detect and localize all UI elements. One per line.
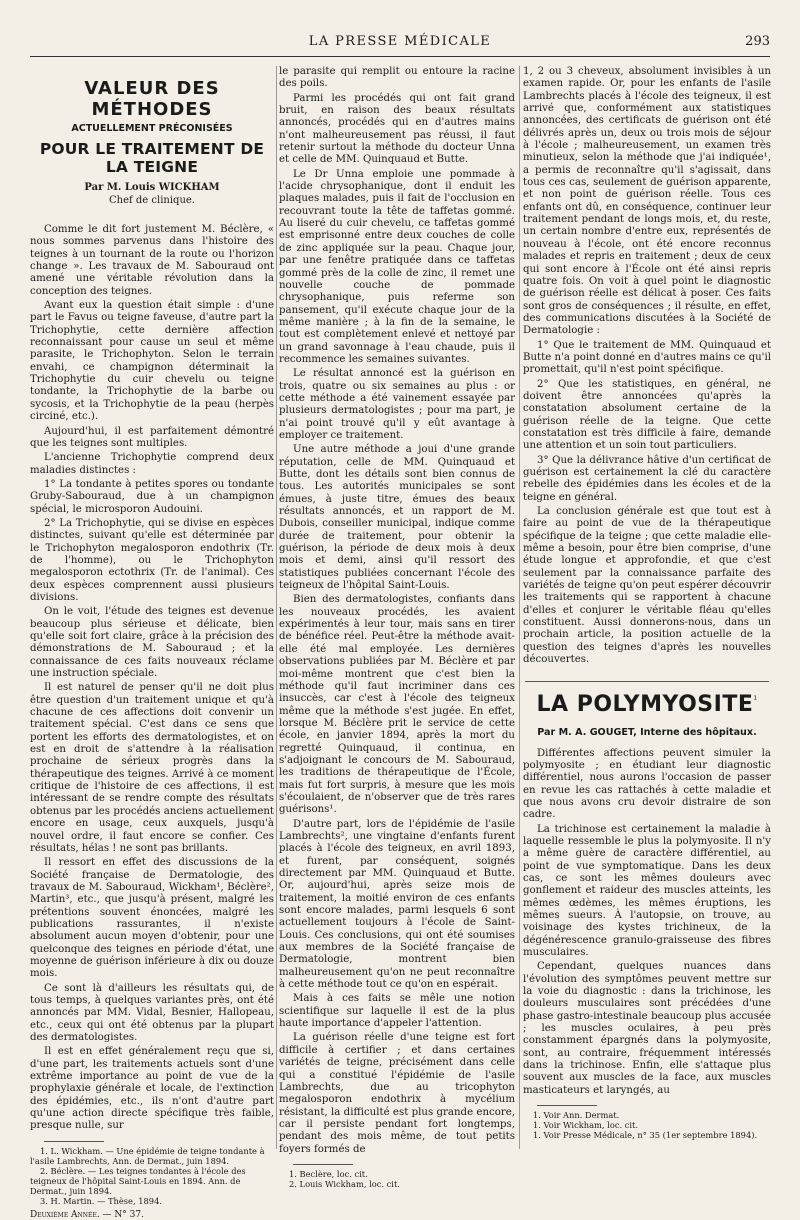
polymyosite-author: Par M. A. GOUGET, Interne des hôpitaux. (537, 726, 757, 738)
paragraph: 2° Que les statistiques, en général, ne doivent être annoncées qu'après la constatation absolument certaine de la guérison réelle de la teigne. Que cette constatation est très difficile à faire, demande une attention et un soin tout particuliers. (523, 378, 771, 452)
paragraph: 1° La tondante à petites spores ou tondante Gruby-Sabouraud, due à un champignon spécial, le microsporon Audouini. (30, 478, 274, 515)
paragraph: Il est naturel de penser qu'il ne doit plus être question d'un traitement unique et qu'à chacune de ces affections doit convenir un traitement spécial. C'est dans ce sens que portent les efforts des dermatologistes, et on est en droit de s'attendre à la réalisation prochaine de sérieux progrès dans la thérapeutique des teignes. Arrivé à ce moment critique de l'histoire de ces affections, il est intéressant de se rendre compte des résultats obtenus par les procédés anciens actuellement encore en usage, ceux auxquels, jusqu'à nouvel ordre, il faut encore se confier. Ces résultats, hélas ! ne sont pas brillants. (30, 682, 274, 854)
paragraph: Différentes affections peuvent simuler la polymyosite ; en étudiant leur diagnostic différentiel, nous aurons l'occasion de passer en revue les cas rattachés à cette maladie et que nous avons cru devoir distraire de son cadre. (523, 747, 771, 821)
paragraph: D'autre part, lors de l'épidémie de l'asile Lambrechts², une vingtaine d'enfants furent placés à l'école des teigneux, en avril 1893, et furent, par conséquent, soignés directement par MM. Quinquaud et Butte. Or, aujourd'hui, après seize mois de traitement, la moitié environ de ces enfants sont encore malades, parmi lesquels 6 sont actuellement toujours à l'école de Saint-Louis. Ces conclusions, qui ont été soumises aux membres de la Société française de Dermatologie, montrent bien malheureusement qu'on ne peut reconnaître à cette méthode tout ce qu'on en espérait. (279, 818, 515, 991)
paragraph: Aujourd'hui, il est parfaitement démontré que les teignes sont multiples. (30, 425, 274, 449)
header-rule (30, 56, 770, 57)
running-title: LA PRESSE MÉDICALE (308, 34, 492, 49)
paragraph: 3° Que la délivrance hâtive d'un certificat de guérison est certainement la clé du caractère rebelle des épidémies dans les écoles et de la teigne en général. (523, 454, 771, 503)
footnote-mark: ¹ (753, 695, 758, 706)
paragraph: La conclusion générale est que tout est à faire au point de vue de la thérapeutique spécifique de la teigne ; que cette maladie elle-même a besoin, pour être bien comprise, d'une étude longue et approfondie, et que c'est seulement par la connaissance parfaite des variétés de teigne qu'on peut espérer découvrir les traitements qui se rapportent à chacune d'elles et conjurer le véritable fléau qu'elles constituent. Aussi donnerons-nous, dans un prochain article, la position actuelle de la question des teignes d'après les nouvelles découvertes. (523, 506, 771, 666)
paragraph: 1, 2 ou 3 cheveux, absolument invisibles à un examen rapide. Or, pour les enfants de l'asile Lambrechts placés à l'école des teigneux, il est arrivé que, conformément aux statistiques annoncées, des certificats de guérison ont été délivrés après un, deux ou trois mois de séjour à l'école ; malheureusement, un examen très minutieux, selon la méthode que j'ai indiquée¹, a permis de reconnaître qu'il s'agissait, dans tous ces cas, seulement de guérison apparente, et non point de guérison réelle. Tous ces enfants ont dû, en conséquence, continuer leur traitement pendant de longs mois, et, du reste, un certain nombre d'entre eux, représentés de nouveau à l'école, ont été encore reconnus malades et repris en traitement ; deux de ceux qui sont encore à l'École ont été ainsi repris quatre fois. On voit à quel point le diagnostic de guérison réelle est délicat à poser. Ces faits sont gros de conséquences ; il résulte, en effet, des communications discutées à la Société de Dermatologie : (523, 66, 771, 337)
footnote-rule (44, 1141, 104, 1142)
article-author: Par M. Louis WICKHAM (84, 182, 220, 193)
footnote-rule (537, 1105, 597, 1106)
paragraph: Avant eux la question était simple : d'une part le Favus ou teigne faveuse, d'autre part la Trichophytie, cette dernière affection reconnaissant pour cause un seul et même parasite, le Trichophyton. Selon le terrain envahi, ce champignon déterminait la Trichophytie du cuir chevelu ou teigne tondante, la Trichophytie de la barbe ou sycosis, et la Trichophytie de la peau (herpès circiné, etc.). (30, 300, 274, 423)
article-title-line-1: VALEUR DES MÉTHODES (84, 78, 220, 120)
article-separator (525, 681, 769, 682)
footnote: 1. Voir Wickham, loc. cit. (533, 1120, 639, 1131)
footnote: 1. L. Wickham. — Une épidémie de teigne tondante à l'asile Lambrechts, Ann. de Dermat., juin 1894. (30, 1145, 265, 1166)
paragraph: Une autre méthode a joui d'une grande réputation, celle de MM. Quinquaud et Butte, dont les détails sont bien connus de tous. Les autorités municipales se sont émues, à juste titre, émues des beaux résultats annoncés, et un rapport de M. Dubois, conseiller municipal, indique comme durée de traitement, pour obtenir la guérison, la période de deux mois à deux mois et demi, ainsi qu'il ressort des statistiques publiées concernant l'école des teigneux de l'hôpital Saint-Louis. (279, 444, 515, 592)
footnote: 3. H. Martin. — Thèse, 1894. (40, 1195, 162, 1206)
paragraph: le parasite qui remplit ou entoure la racine des poils. (279, 66, 515, 90)
page-header (30, 34, 770, 52)
column-3 (523, 66, 771, 1155)
paragraph: Il ressort en effet des discussions de la Société française de Dermatologie, des travaux de M. Sabouraud, Wickham¹, Béclère², Martin³, etc., que jusqu'à présent, malgré les prétentions souvent énoncées, malgré les publications rassurantes, il n'existe absolument aucun moyen d'obtenir, pour une quelconque des teignes en période d'état, une moyenne de guérison inférieure à dix ou douze mois. (30, 857, 274, 980)
paragraph: La guérison réelle d'une teigne est fort difficile à certifier ; et dans certaines variétés de teigne, précisément dans celle qui a constitué l'épidémie de l'asile Lambrechts, due au tricophyton megalosporon endothrix à mycélium résistant, la difficulté est plus grande encore, car il persiste pendant fort longtemps, pendant des mois même, de tout petits foyers formés de (279, 1032, 515, 1155)
column-divider (519, 66, 520, 1149)
footnote: 2. Louis Wickham, loc. cit. (289, 1178, 400, 1189)
footnote: 1. Voir Ann. Dermat. (533, 1110, 620, 1121)
footnote-rule (293, 1164, 353, 1165)
paragraph: Mais à ces faits se mêle une notion scientifique sur laquelle il est de la plus haute importance d'appeler l'attention. (279, 993, 515, 1030)
paragraph: Ce sont là d'ailleurs les résultats qui, de tous temps, à quelques variantes près, ont été annoncés par MM. Vidal, Besnier, Hallopeau, etc., ceux qui ont été obtenus par la plupart des dermatologistes. (30, 982, 274, 1043)
paragraph: 2° La Trichophytie, qui se divise en espèces distinctes, suivant qu'elle est déterminée par le Trichophyton megalosporon endothrix (Tr. de l'homme), ou le Trichophyton megalosporon ectothrix (Tr. de l'animal). Ces deux espèces comprennent aussi plusieurs divisions. (30, 517, 274, 603)
polymyosite-title-text: LA POLYMYOSITE (536, 691, 754, 717)
footnote: 2. Béclère. — Les teignes tondantes à l'école des teigneux de l'hôpital Saint-Louis en 1894. Ann. de Dermat., juin 1894. (30, 1165, 246, 1196)
paragraph: L'ancienne Trichophytie comprend deux maladies distinctes : (30, 452, 274, 476)
footnote: 1. Beclère, loc. cit. (289, 1168, 368, 1179)
paragraph: Le résultat annoncé est la guérison en trois, quatre ou six semaines au plus : or cette méthode a été vainement essayée par plusieurs dermatologistes ; pour ma part, je n'ai point trouvé qu'il y eût avantage à employer ce traitement. (279, 368, 515, 441)
paragraph: Le Dr Unna emploie une pommade à l'acide chrysophanique, dont il enduit les plaques malades, puis il fait de l'occlusion en recouvrant toute la tête de taffetas gommé. Au liseré du cuir chevelu, ce taffetas gommé est emprisonné entre deux couches de colle de zinc appliquée sur la peau. Chaque jour, par une fenêtre pratiquée dans ce taffetas gommé près de la colle de zinc, il remet une nouvelle couche de pommade chrysophanique, puis referme son pansement, qu'il exécute chaque jour de la même manière ; à la fin de la semaine, le tout est complètement enlevé et nettoyé par un grand savonnage à l'eau chaude, puis il recommence les semaines suivantes. (279, 168, 515, 365)
column-divider (276, 66, 277, 1149)
footnote: 1. Voir Presse Médicale, n° 35 (1er septembre 1894). (533, 1130, 758, 1141)
article-title-line-3: POUR LE TRAITEMENT DE LA TEIGNE (39, 140, 265, 176)
paragraph: Il est en effet généralement reçu que si, d'une part, les traitements actuels sont d'une extrême importance au point de vue de la prophylaxie générale et locale, de l'extinction des épidémies, etc., ils n'ont d'autre part qu'une action directe spécifique très faible, presque nulle, sur (30, 1046, 274, 1132)
column-2 (279, 66, 515, 1189)
issue-line: Deuxième Année. — N° 37. (30, 1209, 144, 1220)
article-title-line-2: ACTUELLEMENT PRÉCONISÉES (71, 123, 233, 134)
column-1 (30, 66, 274, 1220)
polymyosite-title (523, 692, 771, 717)
paragraph: Parmi les procédés qui ont fait grand bruit, en raison des beaux résultats annoncés, procédés qui en d'autres mains n'ont malheureusement pas réussi, il faut retenir surtout la méthode du docteur Unna et celle de MM. Quinquaud et Butte. (279, 92, 515, 166)
paragraph: Cependant, quelques nuances dans l'évolution des symptômes peuvent mettre sur la voie du diagnostic : dans la trichinose, les douleurs musculaires sont précédées d'une phase gastro-intestinale beaucoup plus accusée ; les muscles oculaires, à peu près constamment épargnés dans la polymyosite, sont, au contraire, fréquemment intéressés dans la trichinose. Enfin, elle s'attaque plus souvent aux muscles de la face, aux muscles masticateurs et laryngés, au (523, 961, 771, 1096)
paragraph: Comme le dit fort justement M. Béclère, « nous sommes parvenus dans l'histoire des teignes à un tournant de la route ou l'horizon change ». Les travaux de M. Sabouraud ont amené une véritable révolution dans la conception des teignes. (30, 224, 274, 297)
paragraph: 1° Que le traitement de MM. Quinquaud et Butte n'a point donné en d'autres mains ce qu'il promettait, qu'il n'est point spécifique. (523, 339, 771, 376)
article-author-role: Chef de clinique. (109, 195, 195, 206)
paragraph: La trichinose est certainement la maladie à laquelle ressemble le plus la polymyosite. Il n'y a même guère de caractère différentiel, au point de vue symptomatique. Dans les deux cas, ce sont les mêmes douleurs avec gonflement et raideur des muscles atteints, les mêmes œdèmes, les mêmes éruptions, les mêmes sueurs. À l'autopsie, on trouve, au voisinage des kystes trichineux, de la dégénérescence granulo-graisseuse des fibres musculaires. (523, 823, 771, 958)
page-number: 293 (745, 34, 770, 49)
paragraph: On le voit, l'étude des teignes est devenue beaucoup plus sérieuse et délicate, bien qu'elle soit fort claire, grâce à la précision des démonstrations de M. Sabouraud ; et la connaissance de ces faits nouveaux réclame une instruction spéciale. (30, 606, 274, 680)
paragraph: Bien des dermatologistes, confiants dans les nouveaux procédés, les avaient expérimentés à leur tour, mais sans en tirer de bénéfice réel. Peut-être la méthode avait-elle été mal employée. Les dernières observations publiées par M. Béclère et par moi-même montrent que c'est bien la méthode qu'il faut incriminer dans ces insuccès, car c'est à l'école des teigneux même que la méthode s'est jugée. En effet, lorsque M. Béclère prit le service de cette école, en janvier 1894, après la mort du regretté Quinquaud, il continua, en s'adjoignant le concours de M. Sabouraud, les traditions de thérapeutique de l'École, mais fut fort surpris, à mesure que les mois s'écoulaient, de n'observer que de très rares guérisons¹. (279, 594, 515, 816)
